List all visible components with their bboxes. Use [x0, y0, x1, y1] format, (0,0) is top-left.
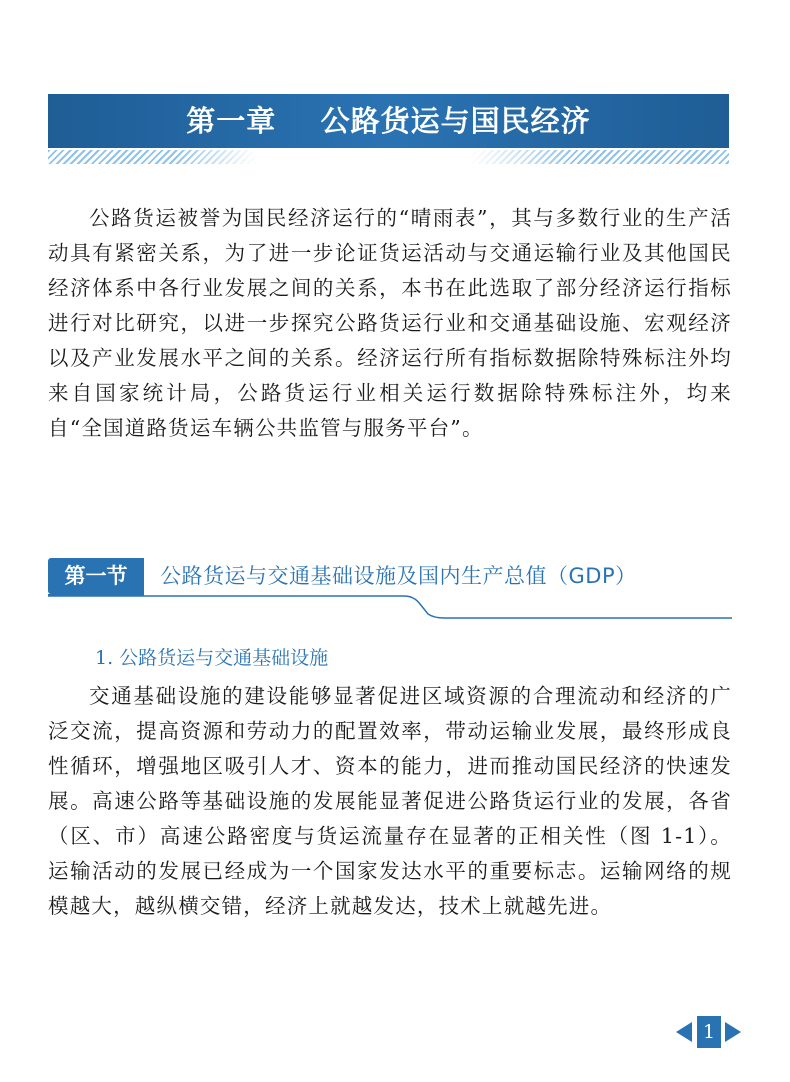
- body-paragraph: 交通基础设施的建设能够显著促进区域资源的合理流动和经济的广泛交流，提高资源和劳动力的配置效率，带动运输业发展，最终形成良性循环，增强地区吸引人才、资本的能力，进而推动国民经济的快速发展。高速公路等基础设施的发展能显著促进公路货运行业的发展，各省（区、市）高速公路密度与货运流量存在显著的正相关性（图 1-1）。运输活动的发展已经成为一个国家发达水平的重要标志。运输网络的规模越大，越纵横交错，经济上就越发达，技术上就越先进。: [48, 684, 732, 918]
- section-tag: 第一节: [48, 558, 144, 594]
- banner-hatch-fade-left: [48, 150, 258, 164]
- intro-paragraph: 公路货运被誉为国民经济运行的“晴雨表”，其与多数行业的生产活动具有紧密关系，为了进一步论证货运活动与交通运输行业及其他国民经济体系中各行业发展之间的关系，本书在此选取了部分经济运行指标进行对比研究，以进一步探究公路货运行业和交通基础设施、宏观经济以及产业发展水平之间的关系。经济运行所有指标数据除特殊标注外均来自国家统计局，公路货运行业相关运行数据除特殊标注外，均来自“全国道路货运车辆公共监管与服务平台”。: [48, 206, 732, 440]
- right-arrow-icon: [725, 1022, 741, 1042]
- chapter-banner: [48, 94, 729, 148]
- section-underline: [48, 594, 732, 620]
- left-arrow-icon: [676, 1022, 692, 1042]
- page-number: 1: [697, 1016, 721, 1048]
- page-number-marker: [676, 1016, 736, 1048]
- banner-hatch-fade-right: [470, 150, 729, 164]
- chapter-title: 第一章 公路货运与国民经济: [186, 104, 591, 138]
- subsection-heading: 1. 公路货运与交通基础设施: [95, 647, 329, 669]
- section-title: 公路货运与交通基础设施及国内生产总值（GDP）: [160, 564, 637, 588]
